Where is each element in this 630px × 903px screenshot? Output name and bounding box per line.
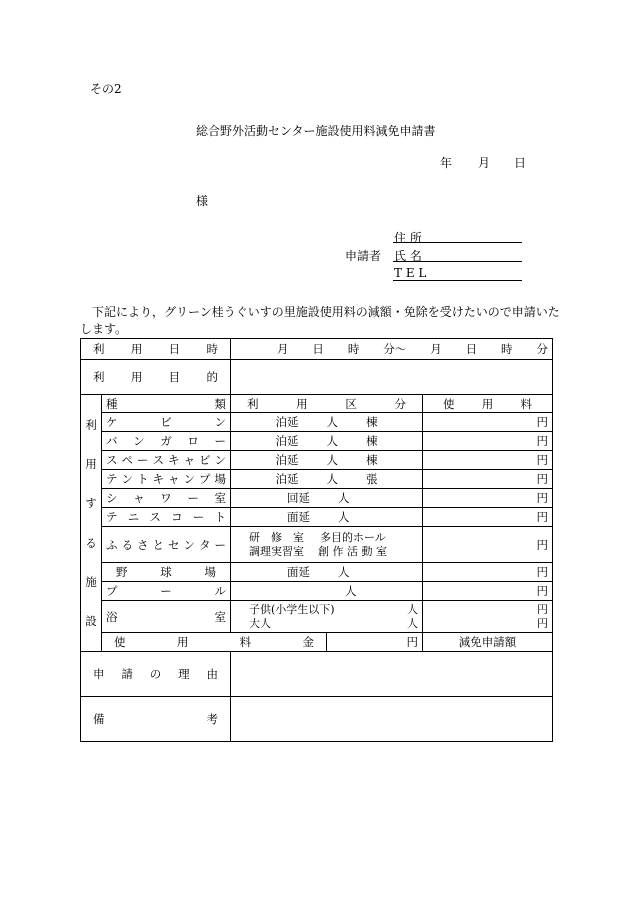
reduction-label: 減免申請額 [423, 633, 553, 652]
period-unit-month-1: 月 [277, 342, 289, 356]
reason-char-3: の [149, 667, 162, 681]
facility-side-1: 利 [85, 417, 97, 432]
col-usage-3: 区 [345, 396, 357, 411]
cabin-label [102, 413, 231, 432]
space-cabin-char-2: ペ [121, 453, 133, 467]
name-label: 氏 名 [394, 249, 422, 263]
remarks-label [81, 697, 231, 742]
bath-label [102, 601, 231, 633]
furusato-char-8: ー [214, 537, 226, 552]
shower-char-4: ー [187, 491, 199, 505]
baseball-usage-fields: 面延 [287, 565, 310, 579]
form-title: 総合野外活動センター施設使用料減免申請書 [196, 124, 436, 138]
shower-char-2: ャ [133, 491, 145, 505]
tennis-char-2: ニ [127, 510, 140, 524]
cabin-fee[interactable]: 円 [423, 413, 553, 432]
shower-fee[interactable]: 円 [423, 489, 553, 508]
row-remarks [81, 697, 553, 742]
tent-camp-char-7: プ [199, 472, 211, 486]
row-cabin [81, 413, 553, 432]
bungalow-label [102, 432, 231, 451]
cabin-usage-units: 棟 [366, 415, 378, 429]
period-unit-min-2: 分 [536, 342, 548, 356]
application-table [80, 338, 553, 742]
tennis-fee[interactable]: 円 [423, 508, 553, 527]
furusato-training-room[interactable]: 研 修 室 [249, 530, 304, 544]
furusato-char-3: さ [137, 537, 149, 552]
row-reason [81, 652, 553, 697]
furusato-fee[interactable]: 円 [423, 527, 553, 563]
bungalow-usage-nights: 泊延 [275, 434, 299, 448]
space-cabin-char-4: ス [152, 453, 164, 467]
row-fee-total [81, 633, 553, 652]
tent-camp-char-1: テ [106, 472, 118, 486]
space-cabin-char-5: キ [168, 453, 180, 467]
bungalow-usage[interactable] [231, 432, 423, 451]
row-facility-header [81, 395, 553, 413]
bungalow-char-3: ガ [160, 434, 172, 448]
space-cabin-usage-units: 棟 [366, 453, 378, 467]
row-pool [81, 582, 553, 601]
period-unit-month-2: 月 [430, 342, 442, 356]
baseball-char-2: 球 [160, 565, 172, 579]
bungalow-usage-people: 人 [326, 434, 338, 448]
col-fee-3: 料 [520, 396, 532, 411]
purpose-label-4: 的 [206, 370, 218, 384]
fee-total-value[interactable]: 円 [327, 633, 423, 652]
baseball-char-3: 場 [204, 565, 216, 579]
remarks-char-2: 考 [206, 712, 218, 726]
facility-side-5: 施 [85, 574, 97, 589]
reason-char-4: 理 [178, 667, 190, 681]
purpose-label-1: 利 [93, 370, 105, 384]
period-label-4: 時 [206, 342, 218, 356]
shower-char-5: 室 [214, 491, 226, 505]
row-bungalow [81, 432, 553, 451]
furusato-craft-room[interactable]: 創 作 活 動 室 [318, 544, 387, 558]
form-number: その2 [90, 82, 122, 96]
addressee-suffix: 様 [196, 194, 209, 208]
reason-value[interactable] [231, 652, 553, 697]
facility-side-4: る [85, 535, 97, 550]
furusato-char-7: タ [199, 537, 211, 552]
row-tent-camp [81, 470, 553, 489]
tennis-usage[interactable] [231, 508, 423, 527]
pool-usage-people: 人 [345, 584, 357, 598]
address-label: 住 所 [394, 231, 422, 245]
space-cabin-char-1: ス [106, 453, 118, 467]
furusato-cooking-room[interactable]: 調理実習室 [249, 544, 304, 558]
row-period [81, 339, 553, 360]
tent-camp-usage-people: 人 [326, 472, 338, 486]
reason-char-1: 申 [93, 667, 105, 681]
cabin-usage-people: 人 [326, 415, 338, 429]
tennis-char-3: ス [149, 510, 161, 524]
facility-side-3: す [85, 496, 97, 511]
fee-total-char-4: 金 [302, 635, 314, 649]
pool-char-2: ー [160, 584, 172, 598]
bath-adult-label: 大人 [249, 616, 271, 630]
baseball-label [102, 563, 231, 582]
period-unit-hour-2: 時 [501, 342, 513, 356]
bath-usage[interactable] [231, 601, 423, 633]
purpose-label-3: 目 [168, 370, 181, 384]
tennis-label [102, 508, 231, 527]
bungalow-char-1: バ [106, 434, 118, 448]
pool-fee[interactable]: 円 [423, 582, 553, 601]
date-month: 月 [478, 156, 491, 170]
row-furusato [81, 527, 553, 563]
col-usage-1: 利 [247, 396, 259, 411]
tennis-char-5: ー [192, 510, 205, 524]
bungalow-char-5: ー [214, 434, 226, 448]
baseball-usage[interactable] [231, 563, 423, 582]
furusato-usage[interactable] [231, 527, 423, 563]
row-shower [81, 489, 553, 508]
tel-line[interactable] [393, 280, 522, 281]
fee-total-char-2: 用 [176, 635, 189, 649]
col-usage-4: 分 [394, 396, 406, 411]
tent-camp-usage[interactable] [231, 470, 423, 489]
reason-char-2: 請 [121, 667, 133, 681]
tent-camp-char-6: ン [183, 472, 195, 486]
tent-camp-fee[interactable]: 円 [423, 470, 553, 489]
cabin-char-1: ケ [106, 415, 118, 429]
shower-usage-times: 回延 [287, 491, 310, 505]
col-kind-1: 種 [106, 396, 118, 411]
name-line[interactable] [393, 261, 522, 262]
tel-label: T E L [394, 266, 427, 280]
reason-label [81, 652, 231, 697]
bath-fee[interactable] [423, 601, 553, 633]
facility-side-label [81, 395, 102, 652]
fee-total-char-3: 料 [239, 635, 252, 649]
col-fee-header [423, 395, 553, 413]
period-unit-min-1: 分〜 [383, 342, 407, 356]
shower-char-1: シ [106, 491, 118, 505]
tennis-usage-courts: 面延 [287, 510, 310, 524]
cabin-usage-nights: 泊延 [275, 415, 299, 429]
tent-camp-char-5: ャ [168, 472, 180, 486]
facility-side-2: 用 [85, 456, 97, 471]
tent-camp-usage-tents: 張 [366, 472, 378, 486]
body-text-line2: します。 [80, 322, 128, 336]
remarks-char-1: 備 [93, 712, 105, 726]
period-label-1: 利 [93, 342, 105, 356]
applicant-label: 申請者 [345, 249, 382, 263]
space-cabin-char-7: ビ [199, 453, 211, 467]
tennis-usage-people: 人 [338, 510, 350, 524]
reason-char-5: 由 [206, 667, 218, 681]
cabin-char-3: ン [214, 415, 226, 429]
row-purpose [81, 360, 553, 395]
period-unit-day-1: 日 [312, 342, 324, 356]
fee-total-label [102, 633, 327, 652]
bath-adult-unit: 人 [407, 616, 418, 630]
bath-child-unit: 人 [407, 602, 418, 616]
bungalow-usage-units: 棟 [366, 434, 378, 448]
pool-char-3: ル [214, 584, 226, 598]
col-kind-header [102, 395, 231, 413]
row-space-cabin [81, 451, 553, 470]
row-bath [81, 601, 553, 633]
tent-camp-label [102, 470, 231, 489]
period-unit-day-2: 日 [465, 342, 478, 356]
period-label-cell [81, 339, 231, 360]
pool-usage[interactable] [231, 582, 423, 601]
shower-label [102, 489, 231, 508]
furusato-multipurpose-hall[interactable]: 多目的ホール [320, 530, 386, 544]
space-cabin-char-3: ー [137, 453, 149, 467]
furusato-char-6: ン [183, 537, 195, 552]
pool-char-1: プ [106, 584, 118, 598]
furusato-char-1: ふ [106, 537, 118, 552]
period-value-cell[interactable] [231, 339, 553, 360]
period-label-2: 用 [130, 342, 143, 356]
purpose-label-2: 用 [130, 370, 143, 384]
fee-total-char-1: 使 [114, 635, 126, 649]
bath-child-label: 子供(小学生以下) [249, 602, 335, 616]
bath-child-fee: 円 [537, 602, 548, 616]
tent-camp-usage-nights: 泊延 [275, 472, 299, 486]
tennis-char-1: テ [106, 510, 118, 524]
purpose-value-cell[interactable] [231, 360, 553, 395]
shower-char-3: ワ [160, 491, 172, 505]
furusato-char-2: る [121, 537, 133, 552]
tennis-char-6: ト [214, 510, 226, 524]
bath-char-1: 浴 [106, 609, 118, 624]
date-year: 年 [440, 156, 453, 170]
date-day: 日 [514, 156, 527, 170]
furusato-char-5: セ [168, 537, 180, 552]
col-usage-header [231, 395, 423, 413]
pool-label [102, 582, 231, 601]
baseball-char-1: 野 [116, 565, 128, 579]
period-unit-hour-1: 時 [347, 342, 360, 356]
bungalow-fee[interactable]: 円 [423, 432, 553, 451]
tennis-char-4: コ [171, 510, 183, 524]
furusato-label [102, 527, 231, 563]
cabin-char-2: ビ [160, 415, 172, 429]
shower-usage[interactable] [231, 489, 423, 508]
space-cabin-fee[interactable]: 円 [423, 451, 553, 470]
row-tennis [81, 508, 553, 527]
space-cabin-usage-people: 人 [326, 453, 338, 467]
col-fee-2: 用 [481, 396, 494, 411]
bungalow-char-2: ン [133, 434, 145, 448]
furusato-char-4: と [152, 537, 164, 552]
remarks-value[interactable] [231, 697, 553, 742]
space-cabin-usage[interactable] [231, 451, 423, 470]
baseball-usage-people: 人 [338, 565, 350, 579]
col-usage-2: 用 [296, 396, 308, 411]
address-line[interactable] [393, 242, 522, 243]
tent-camp-char-4: キ [152, 472, 164, 486]
bath-adult-fee: 円 [537, 616, 548, 630]
shower-usage-people: 人 [338, 491, 350, 505]
facility-side-6: 設 [85, 614, 97, 629]
body-text-line1: 下記により，グリーン桂うぐいすの里施設使用料の減額・免除を受けたいので申請いた [92, 305, 560, 319]
bungalow-char-4: ロ [187, 434, 199, 448]
tent-camp-char-3: ト [137, 472, 149, 486]
bath-char-2: 室 [214, 609, 226, 624]
purpose-label-cell [81, 360, 231, 395]
cabin-usage[interactable] [231, 413, 423, 432]
tent-camp-char-8: 場 [214, 472, 226, 486]
space-cabin-char-6: ャ [183, 453, 195, 467]
period-label-3: 日 [168, 342, 181, 356]
tent-camp-char-2: ン [121, 472, 133, 486]
space-cabin-usage-nights: 泊延 [275, 453, 299, 467]
col-fee-1: 使 [443, 396, 455, 411]
col-kind-2: 類 [214, 396, 226, 411]
space-cabin-label [102, 451, 231, 470]
row-baseball [81, 563, 553, 582]
baseball-fee[interactable]: 円 [423, 563, 553, 582]
space-cabin-char-8: ン [214, 453, 226, 467]
